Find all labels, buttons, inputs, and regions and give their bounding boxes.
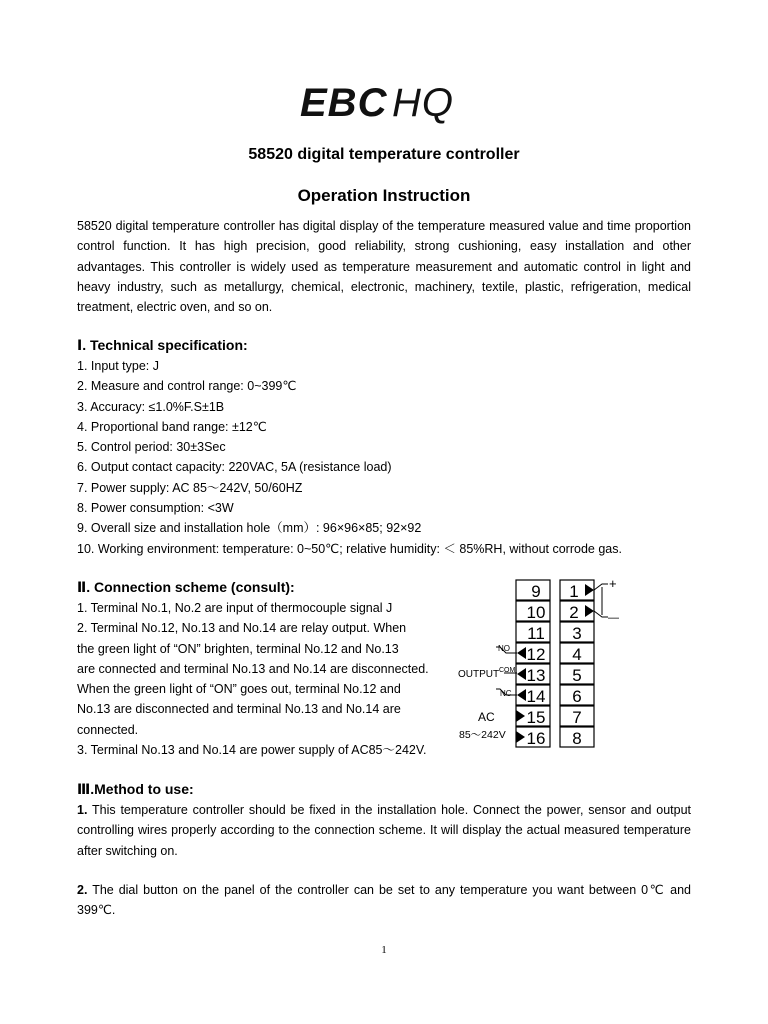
terminal-label: 15 [526,708,546,727]
spec-item: 9. Overall size and installation hole（mm）: 96×96×85; 92×92 [77,521,422,536]
spec-item: 4. Proportional band range: ±12℃ [77,419,267,434]
section-connection-heading: Ⅱ. Connection scheme (consult): [77,579,295,595]
arrow-icon [517,689,526,701]
connection-line: When the green light of “ON” goes out, terminal No.12 and [77,682,401,697]
connection-line: the green light of “ON” brighten, terminal No.12 and No.13 [77,641,399,656]
connection-line: 3. Terminal No.13 and No.14 are power supply of AC85～242V. [77,743,427,758]
spec-item: 1. Input type: J [77,359,159,373]
relay-nc-label: NC [500,689,512,698]
terminal-label: 1 [569,582,579,601]
document-subtitle: Operation Instruction [297,186,471,205]
arrow-icon [516,731,525,743]
spec-item: 3. Accuracy: ≤1.0%F.S±1B [77,399,225,414]
connection-text [77,598,457,760]
arrow-icon [516,710,525,722]
power-voltage-label: 85～242V [459,729,506,741]
terminal-label: 3 [572,624,582,643]
terminal-label: 14 [526,687,546,706]
brand-logo [300,80,470,126]
arrow-icon [517,668,526,680]
document-title: 58520 digital temperature controller [248,146,520,163]
arrow-icon [517,647,526,659]
terminal-label: 7 [572,708,582,727]
terminal-plus-label: + [609,576,617,591]
spec-item: 2. Measure and control range: 0~399℃ [77,379,297,394]
intro-paragraph: 58520 digital temperature controller has digital display of the temperature measured value and time proportion control function. It has high precision, good reliability, strong cushioning, easy installation and other advantages. This controller is widely used as temperature measurement and automatic control in light and heavy industry, such as metallurgy, chemical, electronic, machinery, textile, plastic, refrigeration, medical treatment, electric oven, and so on. [77,219,691,315]
arrow-icon [585,584,594,596]
terminal-label: 16 [526,729,546,748]
terminal-minus-label: — [608,612,619,624]
terminal-label: 6 [572,687,582,706]
method-item-2 [77,880,691,921]
terminal-label: 9 [531,582,541,601]
section-method-heading: Ⅲ.Method to use: [77,781,194,797]
method-item-1 [77,800,691,861]
terminal-label: 13 [526,666,546,685]
power-ac-label: AC [478,710,495,724]
connection-line: 1. Terminal No.1, No.2 are input of thermocouple signal J [77,601,393,615]
terminal-label: 4 [572,645,582,664]
method-item-number: 2. [77,883,88,897]
relay-no-label: NO [498,644,510,653]
connection-line: are connected and terminal No.13 and No.14 are disconnected. [77,661,429,676]
spec-item: 8. Power consumption: <3W [77,501,234,516]
terminal-label: 5 [572,666,582,685]
terminal-label: 8 [572,729,582,748]
technical-spec-list [77,356,717,559]
arrow-icon [585,605,594,617]
spec-item: 10. Working environment: temperature: 0~50℃; relative humidity: ＜ 85%RH, without corrode gas. [77,541,622,556]
section-technical-spec-heading: Ⅰ. Technical specification: [77,337,248,353]
method-item-text: The dial button on the panel of the controller can be set to any temperature you want between 0℃ and 399℃. [77,883,691,918]
spec-item: 7. Power supply: AC 85～242V, 50/60HZ [77,480,303,495]
relay-output-label: OUTPUT [458,669,500,680]
connection-line: No.13 are disconnected and terminal No.13 and No.14 are [77,702,401,717]
method-item-text: This temperature controller should be fixed in the installation hole. Connect the power, sensor and output controlling wires properly according to the connection scheme. It will display the actual measured temperature after switching on. [77,803,691,858]
terminal-label: 2 [569,603,579,622]
page-number: 1 [381,944,387,956]
connection-line: connected. [77,722,139,737]
spec-item: 5. Control period: 30±3Sec [77,440,226,455]
terminal-label: 11 [527,624,545,643]
method-item-number: 1. [77,803,88,817]
spec-item: 6. Output contact capacity: 220VAC, 5A (resistance load) [77,460,392,475]
wiring-diagram [456,575,626,755]
connection-line: 2. Terminal No.12, No.13 and No.14 are relay output. When [77,621,407,636]
thermocouple-wire-icon [594,584,608,617]
svg-text:HQ: HQ [392,81,454,125]
terminal-label: 10 [526,603,546,622]
relay-com-label: COM [499,667,516,674]
brand-logo-graphic [300,80,470,126]
terminal-label: 12 [526,645,546,664]
svg-text:EBC: EBC [300,81,388,125]
